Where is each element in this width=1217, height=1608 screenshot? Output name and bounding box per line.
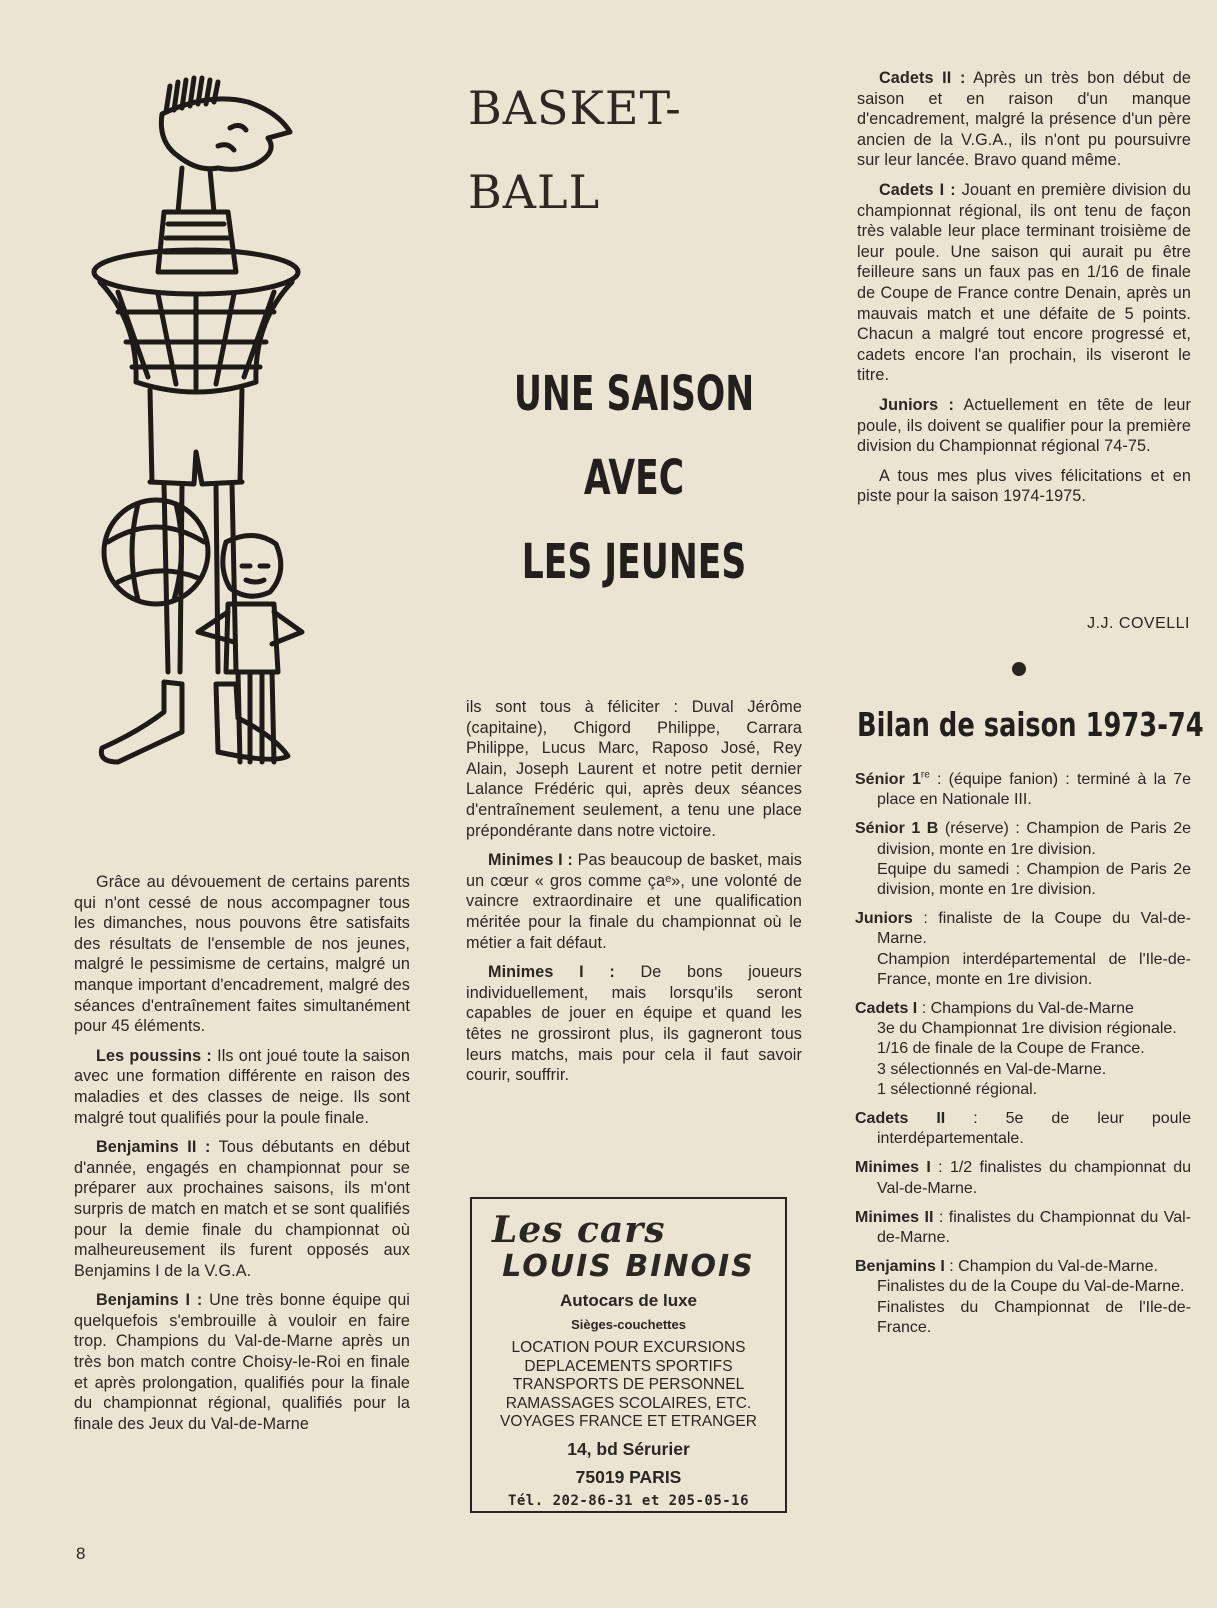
- bilan-text: : Champion du Val-de-Marne.: [949, 1258, 1158, 1276]
- cadets1-text: Jouant en première division du championnat régional, ils ont tenu de façon très valable leur place terminant troisième de leur poule. Une saison qui aurait pu être feilleure sans un faux pas en 1/16 de finale de Coupe de France contre Denain, après un mauvais match et une défaite de 5 points. Chacun a malgré tout encore progressé et, cadets encore l'an prochain, ils viseront le titre.: [857, 180, 1191, 385]
- bilan-label: Minimes II: [855, 1208, 934, 1226]
- bilan-label: Juniors: [855, 910, 913, 928]
- bilan-label: Cadets II: [855, 1110, 946, 1128]
- cadets2-text: Après un très bon début de saison et en raison d'un manque d'encadrement, malgré la présence d'un père ancien de la V.G.A., ils n'ont pu poursuivre sur leur lancée. Bravo quand même.: [857, 69, 1191, 170]
- benjamins1-paragraph: [74, 1290, 410, 1434]
- bullet-icon: [1012, 662, 1026, 676]
- bilan-label: Minimes I: [855, 1159, 931, 1177]
- bilan-extra: 3 sélectionnés en Val-de-Marne.: [877, 1060, 1107, 1078]
- ad-service: LOCATION POUR EXCURSIONS: [511, 1339, 746, 1356]
- subtitle-line-1: UNE SAISON: [513, 366, 755, 422]
- bilan-text: : (équipe fanion) : terminé à la 7e place en Nationale III.: [877, 771, 1192, 809]
- minimes1a-label: Minimes I :: [488, 851, 573, 870]
- poussins-text: Ils ont joué toute la saison avec une formation différente en raison des maladies et des classes de neige. Ils sont malgré tout qualifiés pour la poule finale.: [74, 1046, 410, 1127]
- ad-phone: Tél. 202-86-31 et 205-05-16: [507, 1493, 750, 1509]
- minimes1b-label: Minimes I :: [488, 963, 615, 982]
- center-article-column: [466, 697, 802, 1095]
- ad-tagline: Autocars de luxe: [560, 1291, 697, 1310]
- list-item: [855, 819, 1191, 900]
- advertisement-box: [470, 1197, 787, 1513]
- ad-title: Les cars: [492, 1209, 666, 1251]
- list-item: [855, 1109, 1191, 1149]
- author-signature: J.J. COVELLI: [1087, 615, 1190, 632]
- juniors-label: Juniors :: [879, 395, 955, 414]
- bilan-text: : 5e de leur poule interdépartementale.: [877, 1110, 1192, 1148]
- cadets1-paragraph: [857, 180, 1191, 386]
- ad-city: 75019 PARIS: [575, 1467, 682, 1487]
- title-line-1: BASKET-: [468, 81, 682, 135]
- cadets2-label: Cadets II :: [879, 69, 966, 87]
- bilan-extra: 1 sélectionné régional.: [877, 1080, 1038, 1098]
- subtitle-line-3: LES JEUNES: [521, 534, 747, 590]
- ad-address: 14, bd Sérurier: [567, 1439, 690, 1459]
- cadets1-label: Cadets I :: [879, 180, 956, 199]
- poussins-label: Les poussins :: [96, 1046, 212, 1065]
- cadets2-paragraph: [857, 68, 1191, 171]
- bilan-extra: 1/16 de finale de la Coupe de France.: [877, 1040, 1145, 1058]
- benjamins2-text: Tous débutants en début d'année, engagés en championnat pour se préparer aux prochaines saisons, ils m'ont surpris de match en match et se sont qualifiés pour la demie finale du championnat où malheureusement ils furent opposés aux Benjamins I de la V.G.A.: [74, 1138, 410, 1280]
- ad-subtag: Sièges-couchettes: [571, 1317, 686, 1332]
- article-subtitle: [513, 352, 755, 604]
- ad-service: RAMASSAGES SCOLAIRES, ETC.: [505, 1394, 752, 1412]
- benjamins1-label: Benjamins I :: [96, 1291, 203, 1310]
- bilan-sup: re: [920, 769, 930, 781]
- minimes1a-text: Pas beaucoup de basket, mais un cœur « gros comme çaᵉ», une volonté de vaincre extraordinaire et une qualification méritée pour la finale du championnat où le métier a fait défaut.: [466, 851, 802, 952]
- bilan-extra: Finalistes du Championnat de l'Ile-de-France.: [877, 1298, 1191, 1336]
- ad-service: TRANSPORTS DE PERSONNEL: [512, 1376, 745, 1393]
- benjamins2-paragraph: [74, 1137, 410, 1281]
- basketball-player-cartoon-icon: [78, 72, 338, 792]
- bilan-text: : Champions du Val-de-Marne: [921, 1000, 1134, 1018]
- page-title: [468, 66, 788, 234]
- continuation-paragraph: ils sont tous à féliciter : Duval Jérôme (capitaine), Chigord Philippe, Carrara Philippe, Lucus Marc, Raposo José, Rey Alain, Joseph Laurent et notre petit dernier Lalance Frédéric qui, après deux séances d'entraînement seulement, a tenu une place prépondérante dans notre victoire.: [466, 698, 802, 840]
- right-article-column: [857, 68, 1191, 516]
- bilan-label: Benjamins I: [855, 1258, 945, 1276]
- title-line-2: BALL: [468, 165, 601, 219]
- ad-brand: LOUIS BINOIS: [502, 1249, 755, 1284]
- benjamins2-label: Benjamins II :: [96, 1138, 211, 1157]
- list-item: [855, 770, 1191, 810]
- juniors-text: Actuellement en tête de leur poule, ils doivent se qualifier pour la première division du Championnat régional 74-75.: [857, 395, 1191, 456]
- bilan-heading: Bilan de saison 1973-74: [857, 705, 1204, 744]
- list-item: [855, 1158, 1191, 1198]
- juniors-paragraph: [857, 395, 1191, 457]
- list-item: [855, 909, 1191, 990]
- bilan-label: Sénior 1 B: [855, 820, 939, 838]
- minimes1a-paragraph: [466, 850, 802, 953]
- minimes1b-paragraph: [466, 962, 802, 1086]
- list-item: [855, 1208, 1191, 1248]
- intro-paragraph: Grâce au dévouement de certains parents qui n'ont cessé de nous accompagner tous les dimanches, nous pouvons être satisfaits des résultats de l'ensemble de nos jeunes, malgré le pessimisme de certains, malgré un manque important d'encadrement, malgré des séances d'entraînement faites simultanément pour 45 éléments.: [74, 873, 410, 1036]
- poussins-paragraph: [74, 1046, 410, 1128]
- ad-service: VOYAGES FRANCE ET ETRANGER: [500, 1413, 757, 1430]
- list-item: [855, 999, 1191, 1100]
- subtitle-line-2: AVEC: [583, 450, 685, 506]
- bilan-text: : finaliste de la Coupe du Val-de-Marne.: [877, 910, 1191, 948]
- season-results-list: [855, 770, 1191, 1347]
- list-item: [855, 1257, 1191, 1338]
- bilan-text: : finalistes du Championnat du Val-de-Marne.: [877, 1208, 1191, 1247]
- bilan-extra: Champion interdépartemental de l'Ile-de-France, monte en 1re division.: [877, 950, 1191, 988]
- bilan-label: Cadets I: [855, 1000, 918, 1018]
- ad-service: DEPLACEMENTS SPORTIFS: [524, 1357, 733, 1375]
- closing-paragraph: A tous mes plus vives félicitations et en piste pour la saison 1974-1975.: [857, 466, 1191, 506]
- bilan-extra: 3e du Championnat 1re division régionale.: [877, 1020, 1177, 1038]
- ad-services-list: [486, 1339, 771, 1432]
- minimes1b-text: De bons joueurs individuellement, mais lorsqu'ils seront capables de jouer en équipe et quand les têtes ne grossiront plus, ils gagneront tous leurs matchs, mais pour cela il faut savoir courir, souffrir.: [466, 963, 802, 1085]
- bilan-text: (réserve) : Champion de Paris 2e division, monte en 1re division.: [877, 820, 1191, 858]
- bilan-text: : 1/2 finalistes du championnat du Val-de-Marne.: [877, 1159, 1192, 1197]
- page-number: 8: [76, 1544, 86, 1563]
- bilan-extra: Finalistes du de la Coupe du Val-de-Marne.: [877, 1278, 1185, 1296]
- bilan-extra: Equipe du samedi : Champion de Paris 2e division, monte en 1re division.: [877, 860, 1191, 899]
- benjamins1-text: Une très bonne équipe qui quelquefois s'embrouille à vouloir en faire trop. Champions du Val-de-Marne après un très bon match contre Choisy-le-Roi en finale et après prolongation, qualifiés pour la finale du championnat régional, qualifiés pour la finale des Jeux du Val-de-Marne: [74, 1291, 410, 1433]
- left-article-column: [74, 872, 410, 1443]
- bilan-label: Sénior 1: [855, 771, 921, 788]
